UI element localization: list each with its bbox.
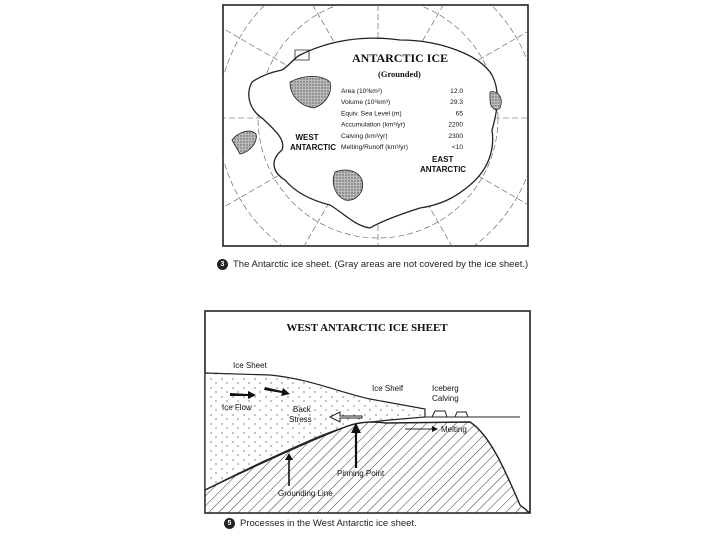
map-stat-label: Volume (10⁶km³)	[341, 99, 391, 107]
figure-5-number: 5	[224, 518, 235, 529]
east-antarctic-label-2: ANTARCTIC	[420, 165, 467, 174]
map-stat-value: <10	[451, 144, 463, 151]
map-stat-label: Equiv. Sea Level (m)	[341, 110, 402, 118]
map-stat-label: Melting/Runoff (km³/yr)	[341, 144, 408, 151]
label-grounding-line: Grounding Line	[278, 489, 333, 498]
figure-5-caption	[224, 518, 417, 529]
map-stat-label: Area (10⁶km²)	[341, 88, 383, 95]
map-stat-label: Calving (km³/yr)	[341, 132, 388, 140]
map-title: ANTARCTIC ICE	[352, 51, 449, 65]
label-back-stress-2: Stress	[289, 415, 312, 424]
map-stat-label: Accumulation (km³/yr)	[341, 121, 406, 129]
iceberg-2	[455, 412, 468, 417]
map-subtitle: (Grounded)	[378, 69, 421, 79]
label-iceberg-1: Iceberg	[432, 384, 459, 393]
label-pinning-point: Pinning Point	[337, 469, 385, 478]
label-ice-sheet: Ice Sheet	[233, 361, 267, 370]
west-antarctic-label-1: WEST	[295, 133, 319, 142]
label-ice-shelf: Ice Shelf	[372, 384, 404, 393]
figure-3-caption-text: The Antarctic ice sheet. (Gray areas are not covered by the ice sheet.)	[233, 259, 529, 270]
east-antarctic-label-1: EAST	[432, 155, 454, 164]
iceberg-1	[432, 411, 447, 417]
figure-5-caption-text: Processes in the West Antarctic ice sheet.	[240, 518, 417, 529]
west-antarctic-label-2: ANTARCTIC	[289, 143, 337, 152]
map-stat-value: 29.3	[450, 99, 463, 107]
map-stat-value: 65	[455, 110, 463, 118]
label-back-stress-1: Back	[293, 405, 311, 414]
figure-3-number: 3	[217, 259, 228, 270]
label-melting: Melting	[441, 425, 467, 434]
figure-3-caption	[217, 259, 528, 270]
west-antarctic-diagram	[0, 305, 720, 535]
label-iceberg-2: Calving	[432, 394, 459, 403]
label-ice-flow: Ice Flow	[222, 403, 252, 412]
map-stat-value: 2300	[448, 132, 463, 140]
diagram-title: WEST ANTARCTIC ICE SHEET	[286, 322, 448, 334]
map-stat-value: 12.0	[450, 88, 463, 95]
map-stat-value: 2200	[448, 121, 463, 129]
